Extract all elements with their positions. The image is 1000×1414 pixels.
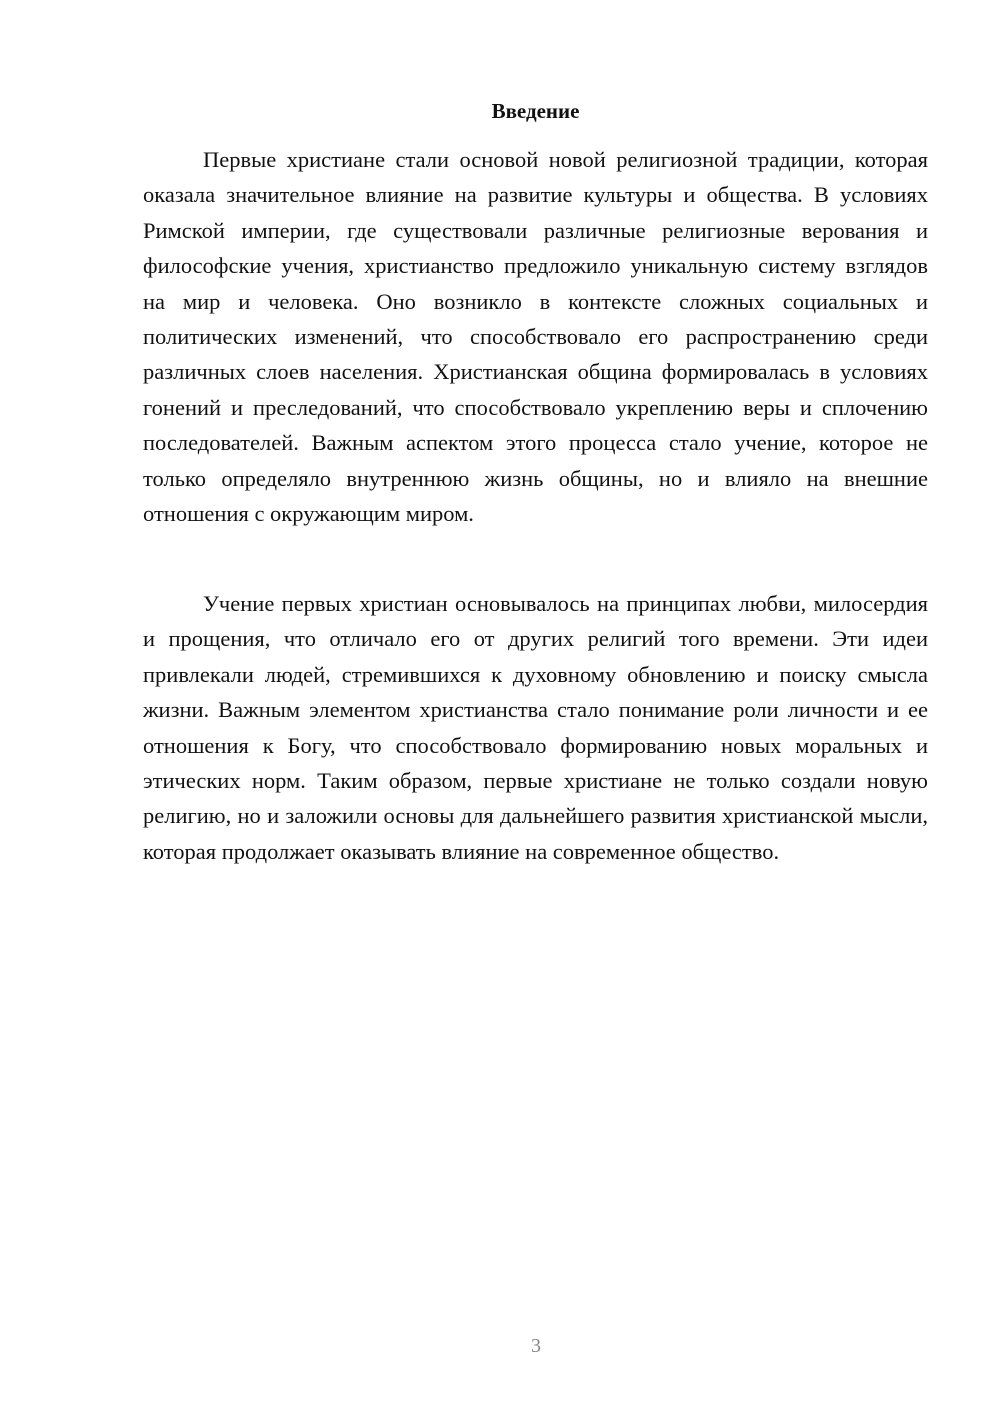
section-heading: Введение (491, 99, 580, 123)
paragraph-block-1 (143, 142, 928, 531)
page-number: 3 (531, 1335, 541, 1357)
paragraph-block-2 (143, 586, 928, 869)
body-paragraph: Первые христиане стали основой новой религиозной традиции, которая оказала значительное влияние на развитие культуры и общества. В условиях Римской империи, где существовали различные религиозные верования и философские учения, христианство предложило уникальную систему взглядов на мир и человека. Оно возникло в контексте сложных социальных и политических изменений, что способствовало его распространению среди различных слоев населения. Христианская община формировалась в условиях гонений и преследований, что способствовало укреплению веры и сплочению последователей. Важным аспектом этого процесса стало учение, которое не только определяло внутреннюю жизнь общины, но и влияло на внешние отношения с окружающим миром. (143, 147, 928, 527)
body-paragraph: Учение первых христиан основывалось на принципах любви, милосердия и прощения, что отличало его от других религий того времени. Эти идеи привлекали людей, стремившихся к духовному обновлению и поиску смысла жизни. Важным элементом христианства стало понимание роли личности и ее отношения к Богу, что способствовало формированию новых моральных и этических норм. Таким образом, первые христиане не только создали новую религию, но и заложили основы для дальнейшего развития христианской мысли, которая продолжает оказывать влияние на современное общество. (143, 591, 928, 864)
